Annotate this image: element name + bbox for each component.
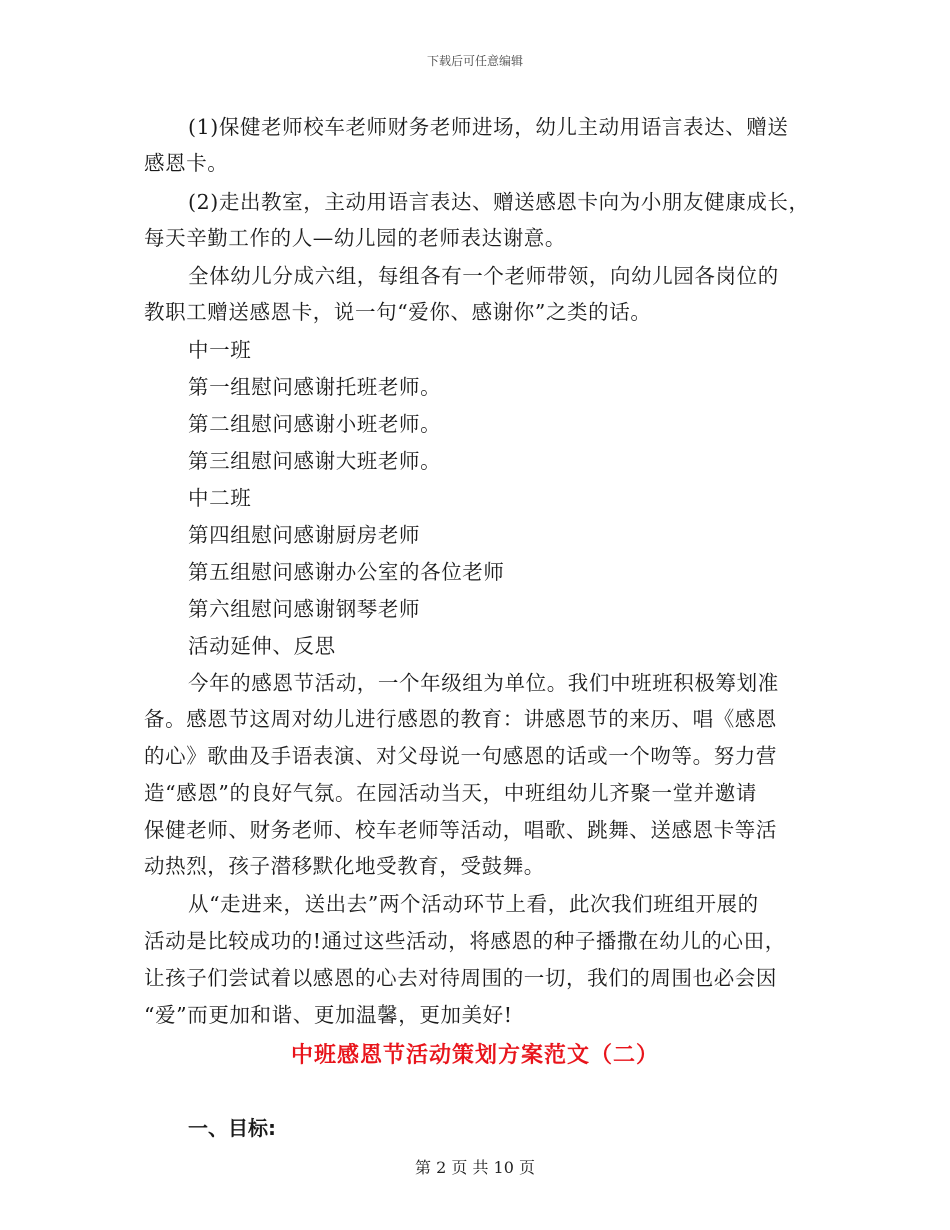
class-label: 中二班	[188, 486, 252, 510]
section-label: 活动延伸、反思	[188, 634, 336, 658]
paragraph-line: 动热烈，孩子潜移默化地受教育，受鼓舞。	[144, 854, 545, 878]
paragraph-line: 备。感恩节这周对幼儿进行感恩的教育：讲感恩节的来历、唱《感恩	[144, 707, 777, 731]
paragraph-line: 今年的感恩节活动，一个年级组为单位。我们中班班积极筹划准	[188, 671, 779, 695]
group-item: 第四组慰问感谢厨房老师	[188, 523, 421, 547]
group-item: 第五组慰问感谢办公室的各位老师	[188, 560, 505, 584]
paragraph-line: 每天辛勤工作的人—幼儿园的老师表达谢意。	[144, 226, 566, 250]
group-item: 第六组慰问感谢钢琴老师	[188, 597, 421, 621]
paragraph-line: (1)保健老师校车老师财务老师进场，幼儿主动用语言表达、赠送	[188, 115, 789, 139]
sub-heading: 一、目标:	[188, 1116, 276, 1140]
group-item: 第二组慰问感谢小班老师。	[188, 412, 442, 436]
group-item: 第一组慰问感谢托班老师。	[188, 375, 442, 399]
paragraph-line: 让孩子们尝试着以感恩的心去对待周围的一切，我们的周围也必会因	[144, 966, 777, 990]
paragraph-line: 活动是比较成功的!通过这些活动，将感恩的种子播撒在幼儿的心田，	[144, 929, 786, 953]
paragraph-line: “爱”而更加和谐、更加温馨，更加美好!	[144, 1003, 513, 1027]
paragraph-line: 的心》歌曲及手语表演、对父母说一句感恩的话或一个吻等。努力营	[144, 744, 777, 768]
paragraph-line: 全体幼儿分成六组，每组各有一个老师带领，向幼儿园各岗位的	[188, 264, 779, 288]
group-item: 第三组慰问感谢大班老师。	[188, 449, 442, 473]
paragraph-line: 感恩卡。	[144, 151, 229, 175]
paragraph-line: 保健老师、财务老师、校车老师等活动，唱歌、跳舞、送感恩卡等活	[144, 818, 777, 842]
paragraph-line: 造“感恩”的良好气氛。在园活动当天，中班组幼儿齐聚一堂并邀请	[144, 781, 757, 805]
page-number: 第 2 页 共 10 页	[415, 1158, 535, 1177]
header-note: 下载后可任意编辑	[426, 54, 523, 68]
paragraph-line: 教职工赠送感恩卡，说一句“爱你、感谢你”之类的话。	[144, 300, 652, 324]
paragraph-line: (2)走出教室，主动用语言表达、赠送感恩卡向为小朋友健康成长，	[188, 190, 810, 214]
paragraph-line: 从“走进来，送出去”两个活动环节上看，此次我们班组开展的	[188, 892, 759, 916]
class-label: 中一班	[188, 338, 252, 362]
section-title: 中班感恩节活动策划方案范文（二）	[290, 1043, 659, 1068]
